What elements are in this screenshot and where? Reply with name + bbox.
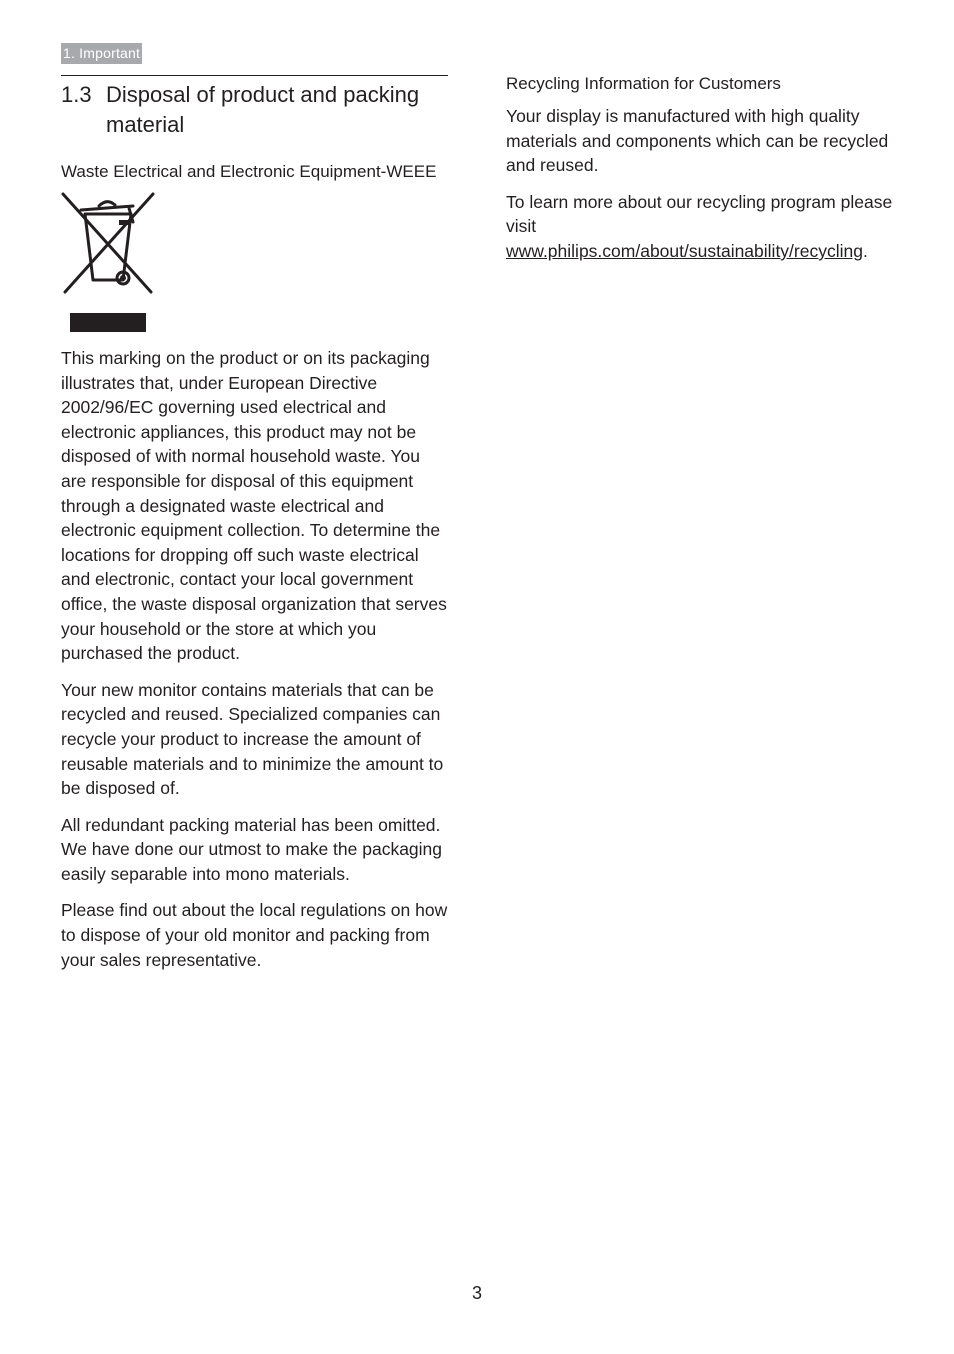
weee-paragraph-2: Your new monitor contains materials that can be recycled and reused. Specialized companies can recycle your product to increase the amount of reusable materials and to minimize the amount to be disposed of. [61, 679, 444, 799]
section-title: Disposal of product and packing material [106, 82, 420, 137]
section-number: 1.3 [61, 82, 92, 107]
recycling-paragraph-2-suffix: . [862, 240, 868, 261]
page-number: 3 [471, 1283, 482, 1303]
section-heading [61, 75, 448, 140]
recycling-paragraph-1: Your display is manufactured with high quality materials and components which can be recycled and reused. [506, 106, 889, 176]
crossed-out-wheeled-bin-icon [61, 192, 156, 296]
weee-black-bar [70, 313, 146, 332]
left-column [61, 75, 448, 972]
weee-paragraph-1: This marking on the product or on its packaging illustrates that, under European Directive 2002/96/EC governing used electrical and electronic appliances, this product may not be disposed of with normal household waste. You are responsible for disposal of this equipment through a designated waste electrical and electronic equipment collection. To determine the locations for dropping off such waste electrical and electronic, contact your local government office, the waste disposal organization that serves your household or the store at which you purchased the product. [61, 348, 447, 664]
recycling-heading: Recycling Information for Customers [506, 74, 781, 93]
weee-symbol [61, 192, 156, 332]
weee-paragraph-3: All redundant packing material has been omitted. We have done our utmost to make the packaging easily separable into mono materials. [61, 814, 443, 884]
recycling-paragraph-2 [506, 190, 901, 264]
recycling-paragraph-2-prefix: To learn more about our recycling program please visit [506, 191, 893, 237]
weee-heading: Waste Electrical and Electronic Equipment-WEEE [61, 162, 437, 181]
recycling-link[interactable]: www.philips.com/about/sustainability/recycling [506, 240, 863, 261]
weee-paragraph-4: Please find out about the local regulations on how to dispose of your old monitor and packing from your sales representative. [61, 900, 448, 970]
right-column [506, 72, 901, 264]
chapter-tag: 1. Important [61, 43, 142, 64]
